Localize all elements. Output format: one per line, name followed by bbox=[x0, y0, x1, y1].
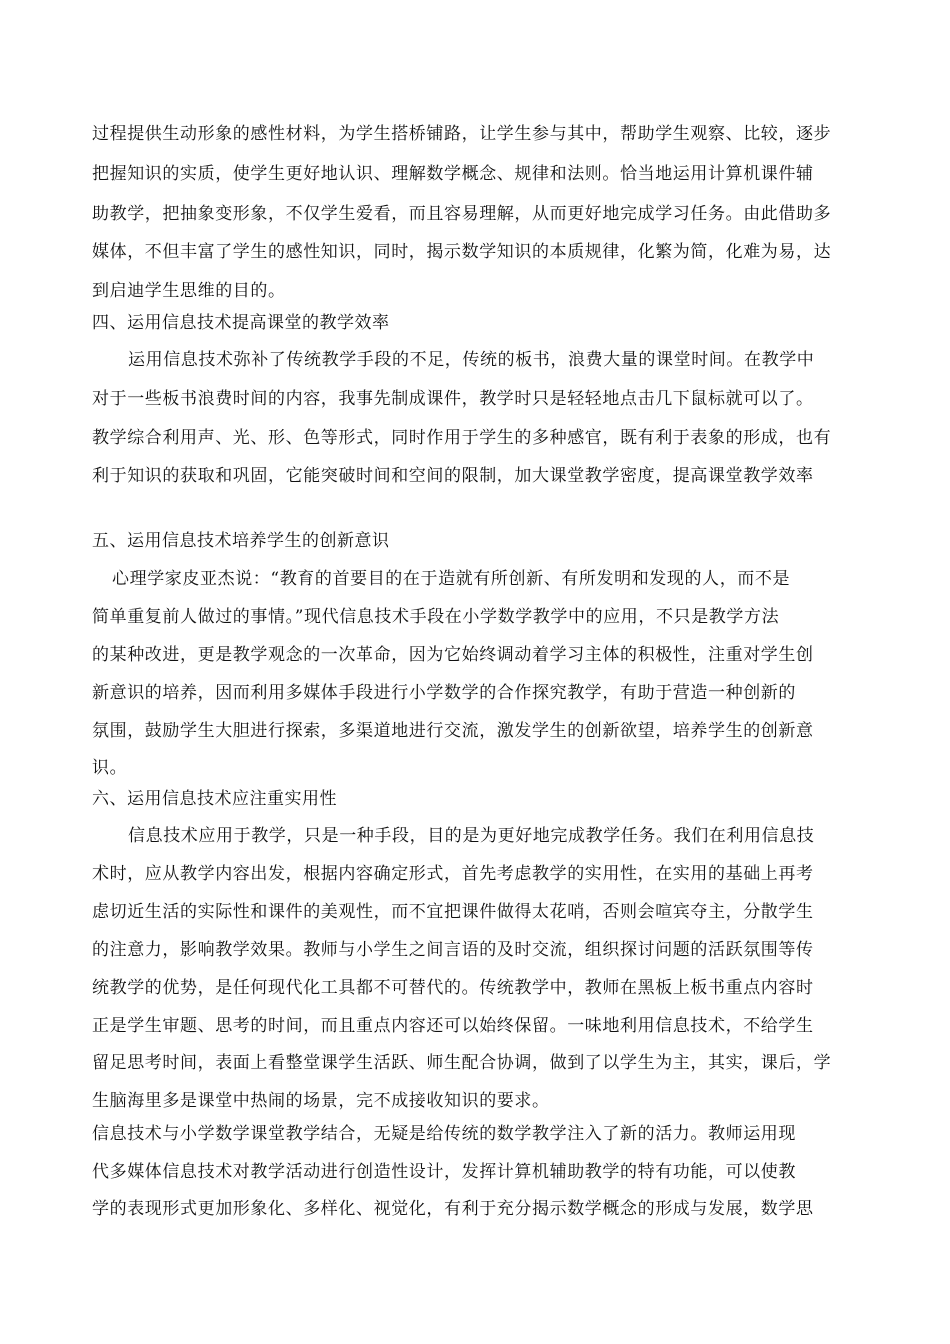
paragraph-line: 正是学生审题、思考的时间，而且重点内容还可以始终保留。一味地利用信息技术，不给学生 bbox=[92, 1016, 814, 1036]
paragraph-line: 利于知识的获取和巩固，它能突破时间和空间的限制，加大课堂教学密度，提高课堂教学效率 bbox=[92, 466, 814, 486]
paragraph-line: 生脑海里多是课堂中热闹的场景，完不成接收知识的要求。 bbox=[92, 1091, 550, 1111]
paragraph-line: 助教学，把抽象变形象，不仅学生爱看，而且容易理解，从而更好地完成学习任务。由此借助多 bbox=[92, 204, 832, 224]
paragraph-line: 把握知识的实质，使学生更好地认识、理解数学概念、规律和法则。恰当地运用计算机课件辅 bbox=[92, 164, 814, 184]
section-heading: 四、运用信息技术提高课堂的教学效率 bbox=[92, 313, 390, 333]
paragraph-line: 新意识的培养，因而利用多媒体手段进行小学数学的合作探究教学，有助于营造一种创新的 bbox=[92, 683, 796, 703]
paragraph-line: 术时，应从教学内容出发，根据内容确定形式，首先考虑教学的实用性，在实用的基础上再考 bbox=[92, 864, 814, 884]
paragraph-line: 统教学的优势，是任何现代化工具都不可替代的。传统教学中，教师在黑板上板书重点内容时 bbox=[92, 978, 814, 998]
paragraph-line: 信息技术与小学数学课堂教学结合，无疑是给传统的数学教学注入了新的活力。教师运用现 bbox=[92, 1124, 796, 1144]
paragraph-line: 的某种改进，更是教学观念的一次革命，因为它始终调动着学习主体的积极性，注重对学生创 bbox=[92, 645, 814, 665]
paragraph-line: 的注意力，影响教学效果。教师与小学生之间言语的及时交流，组织探讨问题的活跃氛围等传 bbox=[92, 940, 814, 960]
paragraph-line: 信息技术应用于教学，只是一种手段，目的是为更好地完成教学任务。我们在利用信息技 bbox=[128, 826, 815, 846]
paragraph-line: 虑切近生活的实际性和课件的美观性，而不宜把课件做得太花哨，否则会喧宾夺主，分散学生 bbox=[92, 902, 814, 922]
paragraph-line: 到启迪学生思维的目的。 bbox=[92, 281, 286, 301]
paragraph-line: 简单重复前人做过的事情。”现代信息技术手段在小学数学教学中的应用，不只是教学方法 bbox=[92, 607, 780, 627]
paragraph-line: 氛围，鼓励学生大胆进行探索，多渠道地进行交流，激发学生的创新欲望，培养学生的创新意 bbox=[92, 721, 814, 741]
paragraph-line: 识。 bbox=[92, 758, 128, 778]
paragraph-line: 教学综合利用声、光、形、色等形式，同时作用于学生的多种感官，既有利于表象的形成，也有 bbox=[92, 428, 832, 448]
paragraph-line: 过程提供生动形象的感性材料，为学生搭桥铺路，让学生参与其中，帮助学生观察、比较，逐步 bbox=[92, 124, 832, 144]
paragraph-line: 留足思考时间，表面上看整堂课学生活跃、师生配合协调，做到了以学生为主，其实，课后，学 bbox=[92, 1053, 832, 1073]
paragraph-line: 学的表现形式更加形象化、多样化、视觉化，有利于充分揭示数学概念的形成与发展，数学思 bbox=[92, 1199, 814, 1219]
paragraph-line: 代多媒体信息技术对教学活动进行创造性设计，发挥计算机辅助教学的特有功能，可以使教 bbox=[92, 1162, 796, 1182]
section-heading: 五、运用信息技术培养学生的创新意识 bbox=[92, 531, 390, 551]
paragraph-line: 心理学家皮亚杰说：“教育的首要目的在于造就有所创新、有所发明和发现的人，而不是 bbox=[112, 569, 791, 589]
paragraph-line: 运用信息技术弥补了传统教学手段的不足，传统的板书，浪费大量的课堂时间。在教学中 bbox=[128, 350, 815, 370]
paragraph-line: 媒体，不但丰富了学生的感性知识，同时，揭示数学知识的本质规律，化繁为简，化难为易，达 bbox=[92, 242, 832, 262]
paragraph-line: 对于一些板书浪费时间的内容，我事先制成课件，教学时只是轻轻地点击几下鼠标就可以了。 bbox=[92, 389, 814, 409]
section-heading: 六、运用信息技术应注重实用性 bbox=[92, 789, 337, 809]
